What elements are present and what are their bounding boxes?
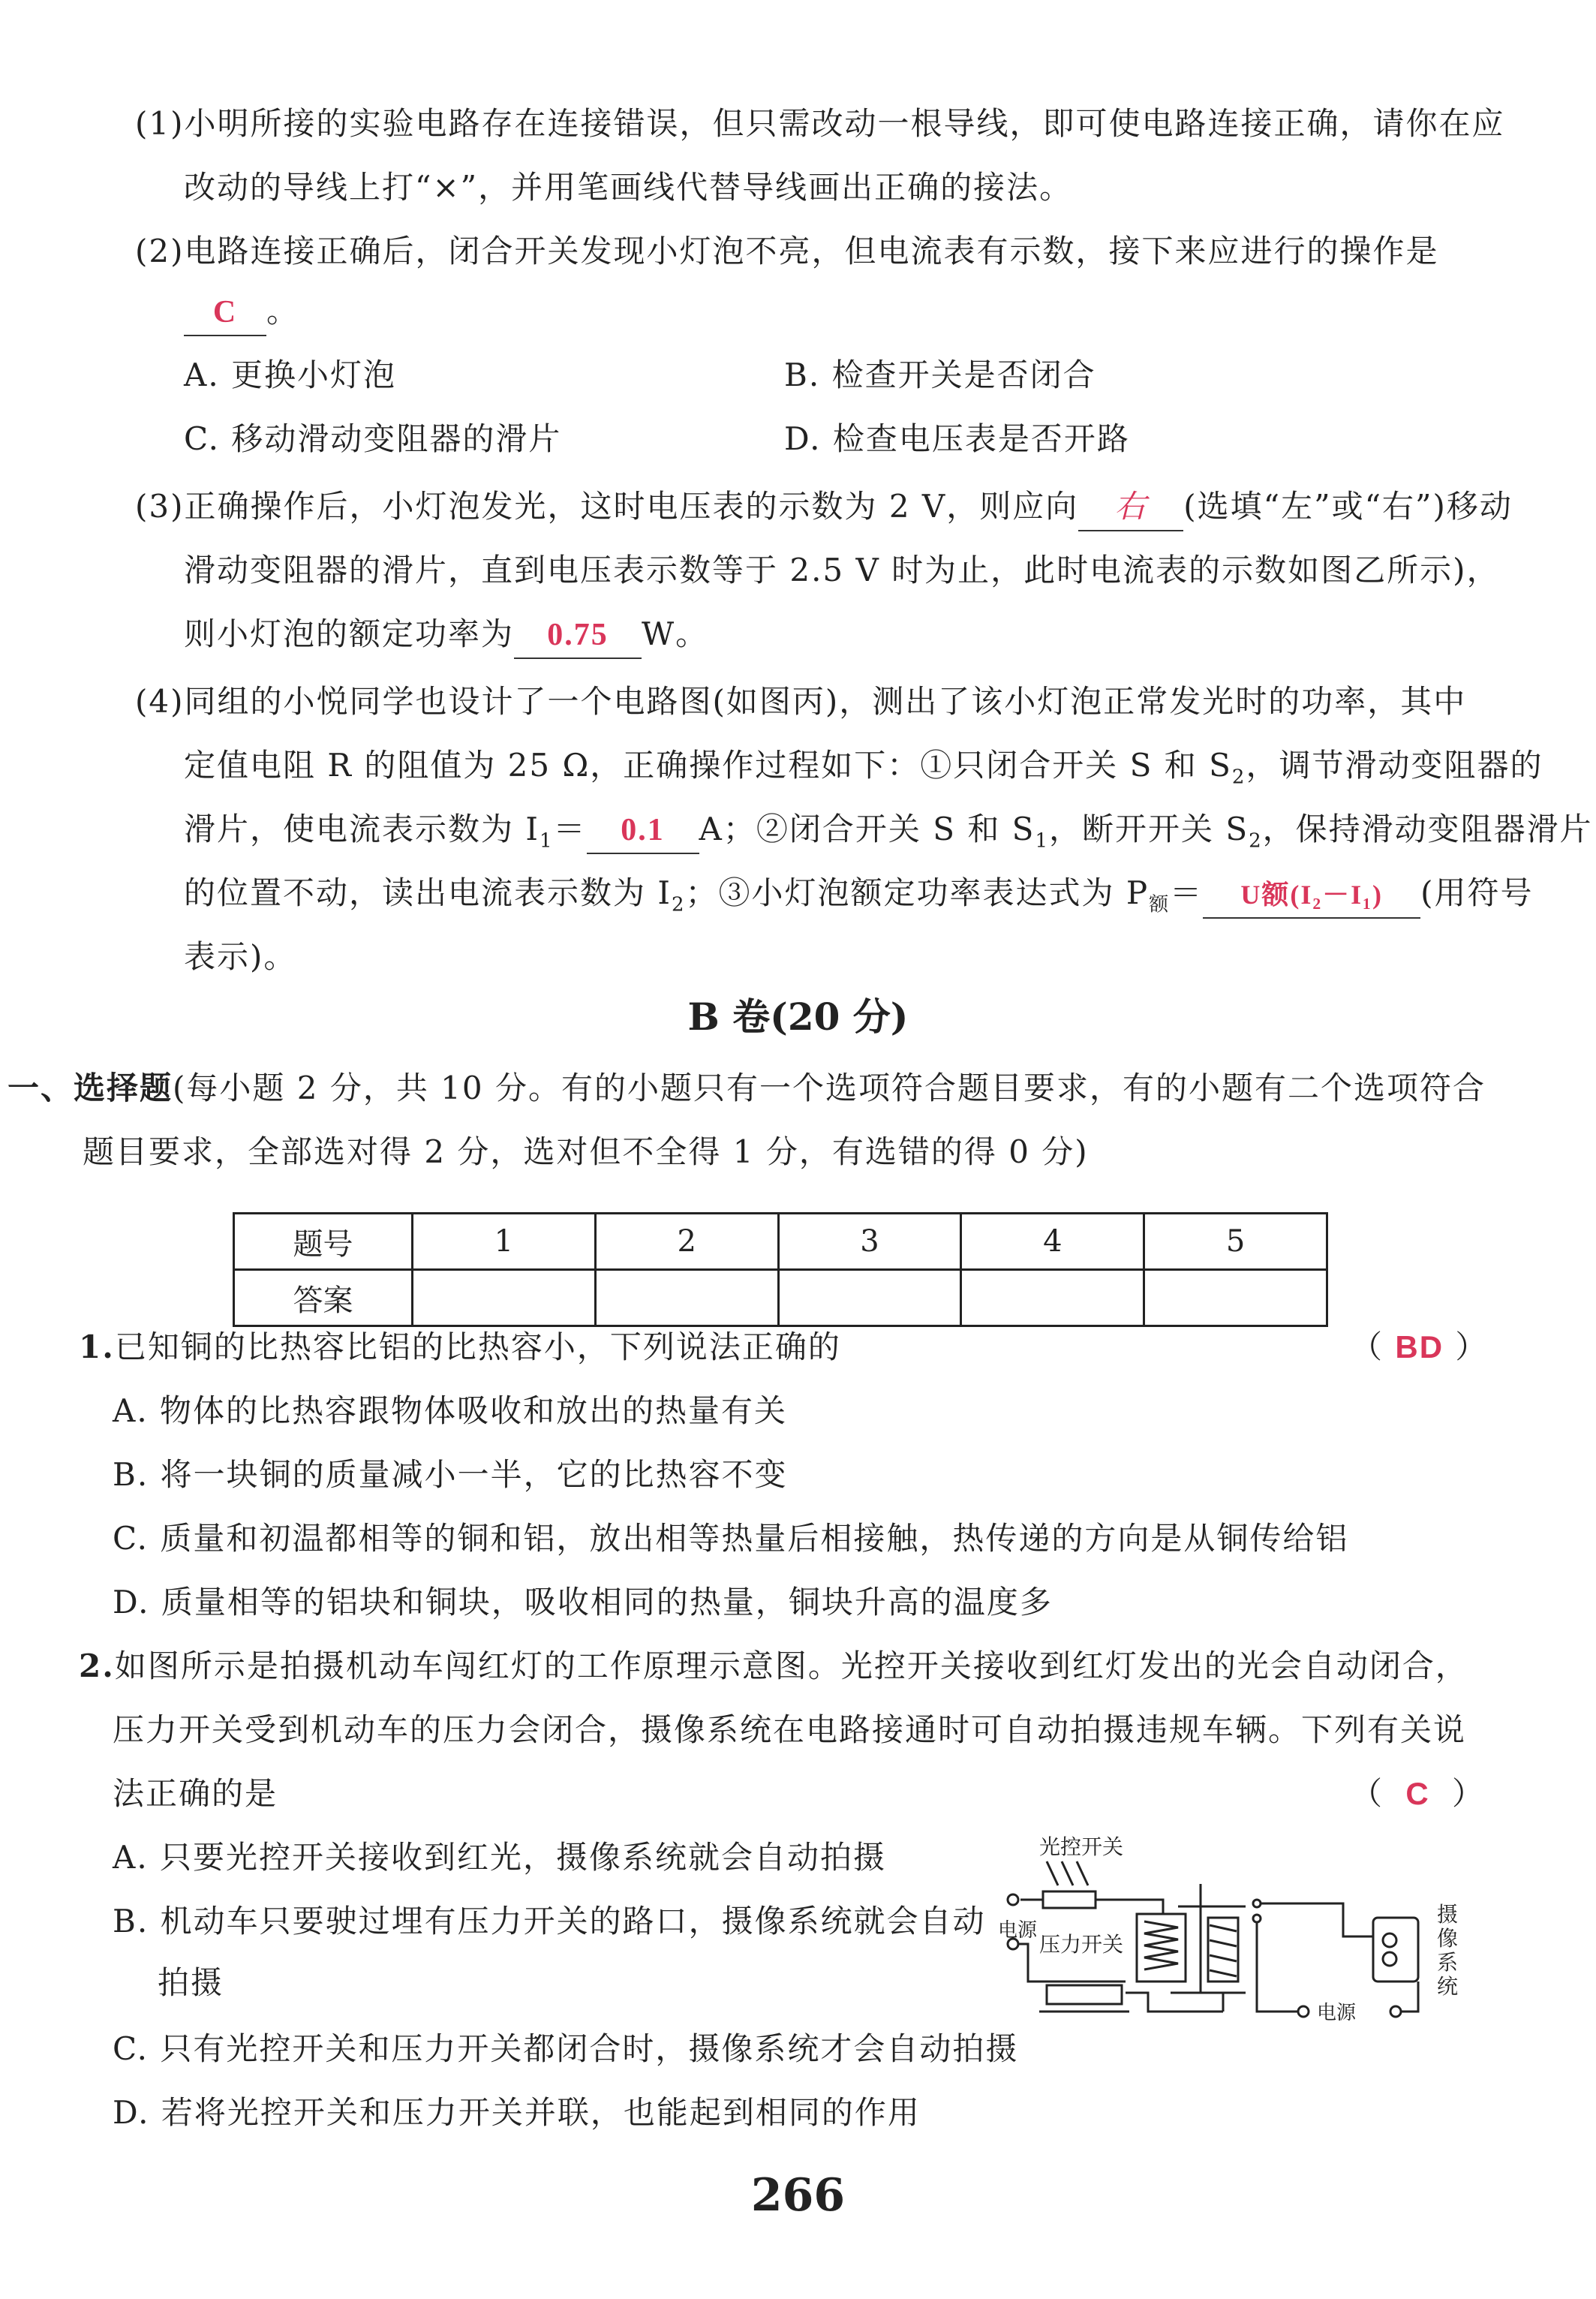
pressure-switch-body xyxy=(1047,1985,1122,2004)
q2-answer-line xyxy=(184,289,299,336)
q3-line2: 滑动变阻器的滑片，直到电压表示数等于 2.5 V 时为止，此时电流表的示数如图乙所示)， xyxy=(184,552,1500,588)
q4-line4-psub: 额 xyxy=(1149,893,1171,916)
mc2-number: 2. xyxy=(79,1648,115,1684)
table-number-1: 1 xyxy=(413,1214,596,1270)
table-answer-cell[interactable] xyxy=(1144,1270,1327,1326)
q4-line3 xyxy=(184,807,1593,863)
spring-coil xyxy=(1144,1921,1178,1969)
q4-line4 xyxy=(184,871,1534,927)
wire xyxy=(1096,1900,1163,1914)
camera-lens xyxy=(1383,1933,1396,1947)
contact xyxy=(1253,1915,1261,1922)
mc2-option-d: D. 若将光控开关和压力开关并联，也能起到相同的作用 xyxy=(113,2094,921,2131)
mc1-option-c: C. 质量和初温都相等的铜和铝，放出相等热量后相接触，热传递的方向是从铜传给铝 xyxy=(113,1520,1349,1557)
mc2-option-c: C. 只有光控开关和压力开关都闭合时，摄像系统才会自动拍摄 xyxy=(113,2030,1019,2067)
q4-line3-c: ，断开开关 S xyxy=(1049,811,1249,847)
camera-label-char: 摄 xyxy=(1437,1903,1459,1927)
wire xyxy=(1257,1922,1298,2012)
mc1-option-d: D. 质量相等的铝块和铜块，吸收相同的热量，铜块升高的温度多 xyxy=(113,1584,1053,1620)
mc2-option-b1: B. 机动车只要驶过埋有压力开关的路口，摄像系统就会自动 xyxy=(113,1903,986,1939)
table-row xyxy=(234,1270,1327,1326)
coil-winding xyxy=(1210,1925,1237,1976)
light-arrow xyxy=(1077,1861,1088,1885)
q4-line3-eq: ＝ xyxy=(553,811,587,847)
q4-line4-b: ；③小灯泡额定功率表达式为 P xyxy=(685,874,1150,911)
section-b-heading-rest: (每小题 2 分，共 10 分。有的小题只有一个选项符合题目要求，有的小题有二个选项符合 xyxy=(173,1070,1486,1106)
terminal xyxy=(1298,2006,1309,2017)
q4-line2-sub: 2 xyxy=(1231,766,1246,789)
q3-answer1: 右 xyxy=(1078,485,1183,531)
table-number-5: 5 xyxy=(1144,1214,1327,1270)
camera-lens xyxy=(1383,1952,1396,1966)
mc1-answer: BD xyxy=(1395,1329,1444,1365)
mc1-option-a: A. 物体的比热容跟物体吸收和放出的热量有关 xyxy=(113,1392,788,1429)
table-answer-cell[interactable] xyxy=(595,1270,778,1326)
mc2-option-a: A. 只要光控开关接收到红光，摄像系统就会自动拍摄 xyxy=(113,1839,887,1876)
q3-answer2: 0.75 xyxy=(514,612,642,659)
q1-line1: (1)小明所接的实验电路存在连接错误，但只需改动一根导线，即可使电路连接正确，请你在应 xyxy=(135,105,1505,142)
q2-option-a: A. 更换小灯泡 xyxy=(184,357,397,393)
q2-option-d: D. 检查电压表是否开路 xyxy=(784,420,1130,457)
table-row xyxy=(234,1214,1327,1270)
q3-line3-b: W。 xyxy=(642,615,709,652)
mc1-number: 1. xyxy=(79,1329,115,1365)
light-arrow xyxy=(1062,1861,1073,1885)
mc1-stem-text: 已知铜的比热容比铝的比热容小，下列说法正确的 xyxy=(114,1329,841,1365)
table-header-label: 题号 xyxy=(234,1214,413,1270)
table-answer-cell[interactable] xyxy=(413,1270,596,1326)
q4-line2-a: 定值电阻 R 的阻值为 25 Ω，正确操作过程如下：①只闭合开关 S 和 S xyxy=(184,747,1232,784)
q4-answer2: U额(I₂－I₁) xyxy=(1203,872,1420,919)
light-switch-element xyxy=(1043,1891,1096,1908)
power-label-2: 电源 xyxy=(1317,2002,1357,2024)
light-switch-label: 光控开关 xyxy=(1039,1836,1124,1859)
mc2-stem-line1 xyxy=(79,1644,1468,1689)
mc2-option-b2: 拍摄 xyxy=(158,1964,224,2001)
mc1-option-b: B. 将一块铜的质量减小一半，它的比热容不变 xyxy=(113,1456,788,1493)
q3-line1-a: (3)正确操作后，小灯泡发光，这时电压表的示数为 2 V，则应向 xyxy=(135,488,1079,525)
q4-line4-eq: ＝ xyxy=(1170,874,1204,911)
mc2-answer: C xyxy=(1405,1776,1430,1811)
camera-label-char: 统 xyxy=(1437,1976,1459,1999)
q1-line2: 改动的导线上打“×”，并用笔画线代替导线画出正确的接法。 xyxy=(184,169,1073,206)
q2-end: 。 xyxy=(266,293,300,330)
power-label-1: 电源 xyxy=(998,1919,1038,1941)
q4-line3-a: 滑片，使电流表示数为 I xyxy=(184,811,540,847)
q4-line1: (4)同组的小悦同学也设计了一个电路图(如图丙)，测出了该小灯泡正常发光时的功率，其中 xyxy=(135,683,1467,720)
q4-line4-sub: 2 xyxy=(671,893,686,916)
q2-answer: C xyxy=(184,290,266,336)
q2-option-b: B. 检查开关是否闭合 xyxy=(784,357,1096,393)
section-b-heading-bold: 一、选择题 xyxy=(8,1070,173,1106)
table-number-2: 2 xyxy=(595,1214,778,1270)
camera-label-char: 像 xyxy=(1437,1927,1459,1951)
q2-option-c: C. 移动滑动变阻器的滑片 xyxy=(184,420,562,457)
q4-line2 xyxy=(184,743,1543,799)
q4-line5: 表示)。 xyxy=(184,938,297,975)
pressure-switch-label: 压力开关 xyxy=(1039,1933,1124,1957)
wire xyxy=(1401,1982,1418,2012)
light-arrow xyxy=(1047,1861,1058,1885)
section-b-title: B 卷(20 分) xyxy=(687,995,909,1039)
q4-line4-c: (用符号 xyxy=(1420,874,1534,911)
camera-box xyxy=(1373,1918,1418,1982)
q4-answer1: 0.1 xyxy=(587,808,699,854)
red-light-camera-circuit-diagram xyxy=(998,1831,1478,2057)
q3-line3-a: 则小灯泡的额定功率为 xyxy=(184,615,515,652)
q4-line3-b: A；②闭合开关 S 和 S xyxy=(699,811,1035,847)
mc2-answer-paren: （ C ） xyxy=(1351,1775,1486,1812)
q4-line3-sub3: 2 xyxy=(1249,829,1263,853)
mc1-answer-paren: （ BD ） xyxy=(1351,1329,1489,1365)
table-answer-cell[interactable] xyxy=(961,1270,1144,1326)
mc2-stem-line3: 法正确的是 xyxy=(113,1775,278,1812)
section-b-heading-line2: 题目要求，全部选对得 2 分，选对但不全得 1 分，有选错的得 0 分) xyxy=(83,1133,1089,1170)
answer-table xyxy=(233,1212,1328,1327)
q4-line3-sub1: 1 xyxy=(539,829,554,853)
q3-line3 xyxy=(184,612,708,659)
mc2-stem-line2: 压力开关受到机动车的压力会闭合，摄像系统在电路接通时可自动拍摄违规车辆。下列有关说 xyxy=(113,1711,1467,1748)
q4-line3-d: ，保持滑动变阻器滑片 xyxy=(1262,811,1593,847)
q4-line2-b: ，调节滑动变阻器的 xyxy=(1246,747,1543,784)
mc1-stem xyxy=(79,1325,841,1370)
q3-line1 xyxy=(135,484,1513,531)
table-number-4: 4 xyxy=(961,1214,1144,1270)
q3-line1-b: (选填“左”或“右”)移动 xyxy=(1183,488,1513,525)
q4-line3-sub2: 1 xyxy=(1035,829,1049,853)
table-answer-label: 答案 xyxy=(234,1270,413,1326)
section-b-heading xyxy=(8,1066,1486,1111)
wire xyxy=(1261,1903,1373,1936)
terminal xyxy=(1390,2006,1401,2017)
wire xyxy=(1126,1993,1223,2012)
mc2-stem-l1: 如图所示是拍摄机动车闯红灯的工作原理示意图。光控开关接收到红灯发出的光会自动闭合， xyxy=(114,1648,1468,1684)
q4-line4-a: 的位置不动，读出电流表示数为 I xyxy=(184,874,672,911)
contact xyxy=(1253,1900,1261,1907)
camera-label-char: 系 xyxy=(1437,1951,1459,1975)
terminal xyxy=(1008,1894,1018,1905)
table-number-3: 3 xyxy=(778,1214,961,1270)
q2-line1: (2)电路连接正确后，闭合开关发现小灯泡不亮，但电流表有示数，接下来应进行的操作是 xyxy=(135,233,1439,269)
table-answer-cell[interactable] xyxy=(778,1270,961,1326)
page-number: 266 xyxy=(750,2169,846,2222)
